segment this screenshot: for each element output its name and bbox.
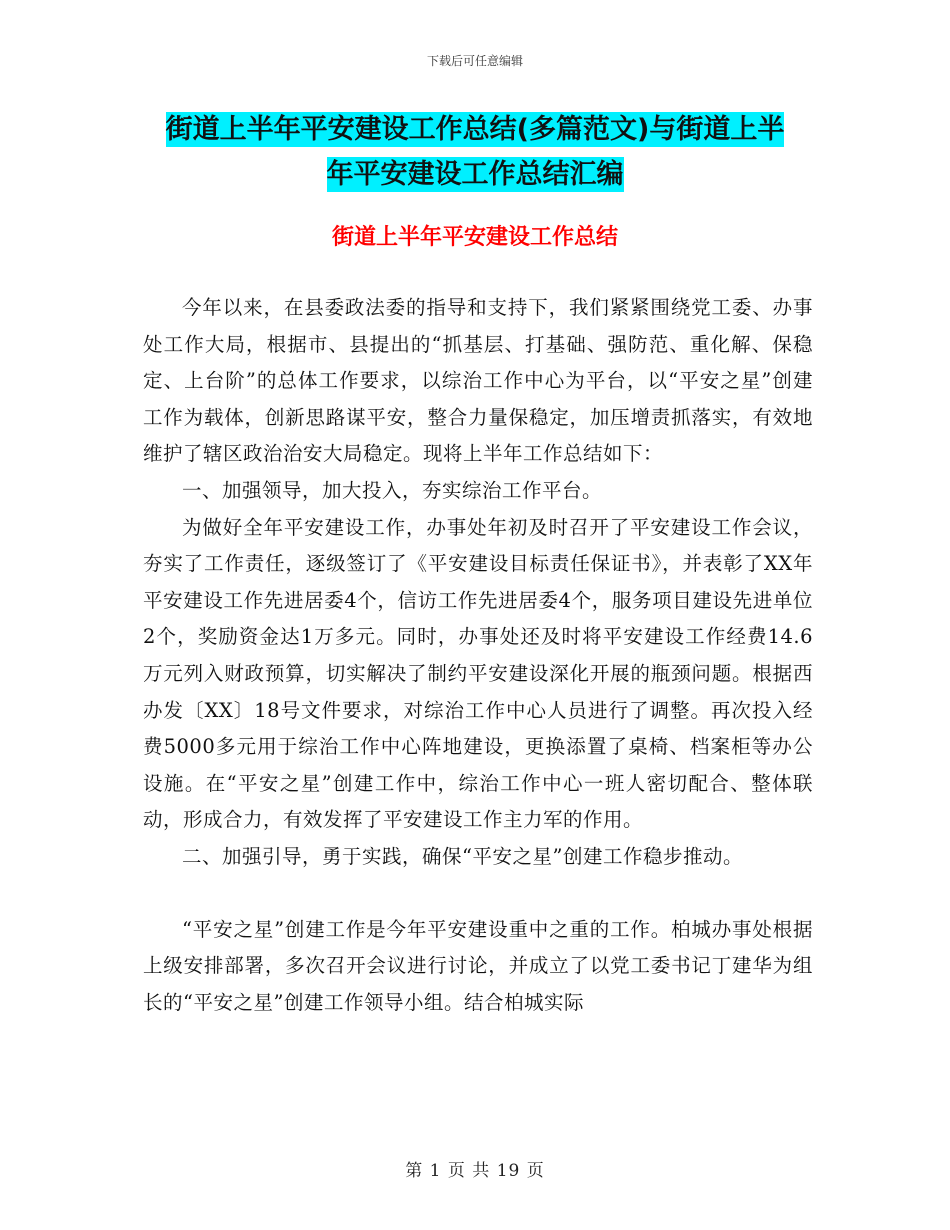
page-footer: 第 1 页 共 19 页 <box>405 1161 545 1181</box>
document-title-line-1-text: 街道上半年平安建设工作总结(多篇范文)与街道上半 <box>165 114 785 145</box>
document-title-line-2-text: 年平安建设工作总结汇编 <box>326 159 624 190</box>
document-title-line-2 <box>0 155 950 195</box>
header-note: 下载后可任意编辑 <box>426 54 523 68</box>
section-title: 街道上半年平安建设工作总结 <box>331 225 618 250</box>
paragraph-intro: 今年以来，在县委政法委的指导和支持下，我们紧紧围绕党工委、办事处工作大局，根据市、县提出的“抓基层、打基础、强防范、重化解、保稳定、上台阶”的总体工作要求，以综治工作中心为平台，以“平安之星”创建工作为载体，创新思路谋平安，整合力量保稳定，加压增责抓落实，有效地维护了辖区政治治安大局稳定。现将上半年工作总结如下： <box>143 296 813 466</box>
document-body <box>143 290 813 1021</box>
heading-part-one: 一、加强领导，加大投入，夯实综治工作平台。 <box>182 478 603 502</box>
heading-part-two: 二、加强引导，勇于实践，确保“平安之星”创建工作稳步推动。 <box>182 844 743 868</box>
document-title-line-1 <box>0 110 950 150</box>
paragraph-part-two: “平安之星”创建工作是今年平安建设重中之重的工作。柏城办事处根据上级安排部署，多次召开会议进行讨论，并成立了以党工委书记丁建华为组长的“平安之星”创建工作领导小组。结合柏城实际 <box>143 917 813 1014</box>
paragraph-part-one: 为做好全年平安建设工作，办事处年初及时召开了平安建设工作会议，夯实了工作责任，逐级签订了《平安建设目标责任保证书》，并表彰了XX年平安建设工作先进居委4个，信访工作先进居委4个，服务项目建设先进单位2个，奖励资金达1万多元。同时，办事处还及时将平安建设工作经费14.6万元列入财政预算，切实解决了制约平安建设深化开展的瓶颈问题。根据西办发〔XX〕18号文件要求，对综治工作中心人员进行了调整。再次投入经费5000多元用于综治工作中心阵地建设，更换添置了桌椅、档案柜等办公设施。在“平安之星”创建工作中，综治工作中心一班人密切配合、整体联动，形成合力，有效发挥了平安建设工作主力军的作用。 <box>143 515 813 832</box>
